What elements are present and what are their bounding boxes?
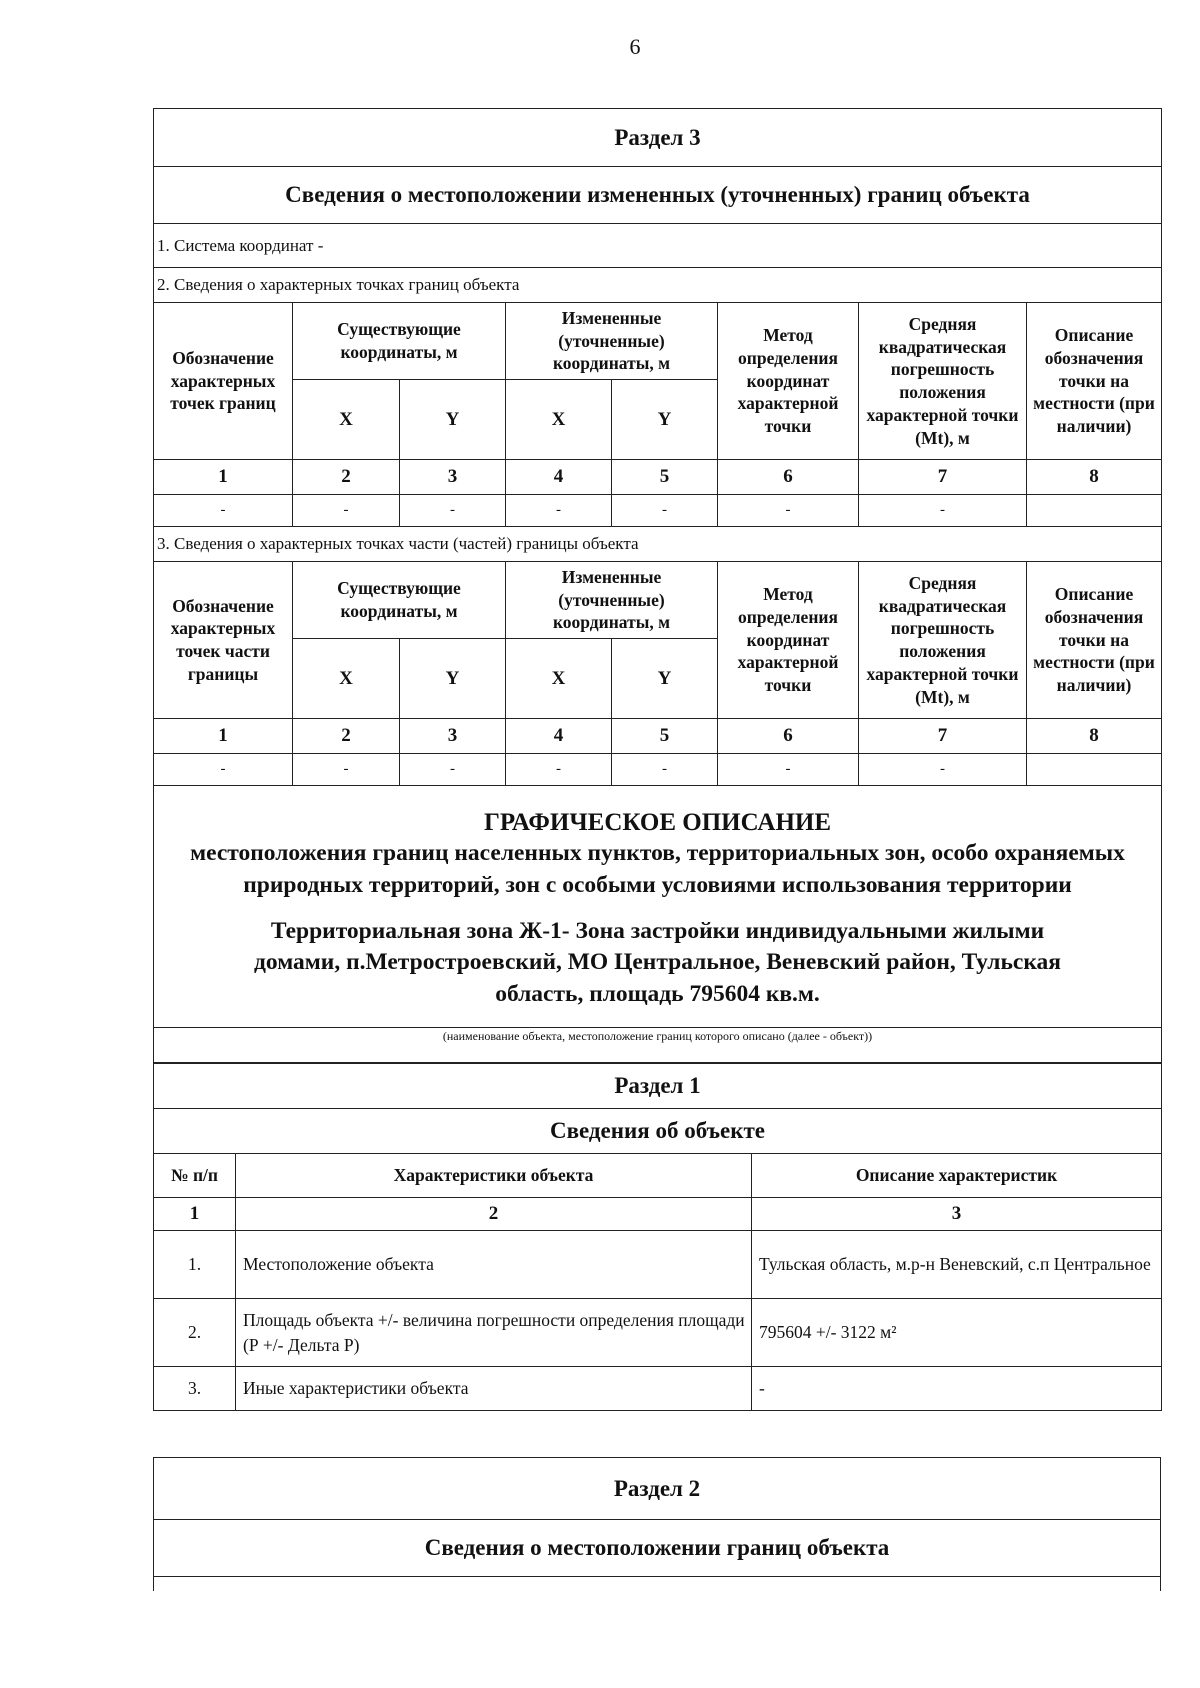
object-name [164,916,1151,1012]
object-name-line: область, площадь 795604 кв.м. [495,981,820,1008]
column-number: 1 [154,1198,236,1231]
table-cell: - [154,495,293,527]
table-cell: - [718,495,859,527]
column-number: 4 [506,460,612,495]
characteristic-value: 795604 +/- 3122 м² [752,1299,1162,1367]
header-changed-y: Y [612,639,718,719]
table-cell: - [859,754,1027,786]
table-cell: - [293,754,400,786]
table-cell: - [506,495,612,527]
column-number: 5 [612,460,718,495]
header-changed-y: Y [612,380,718,460]
column-number: 8 [1027,719,1162,754]
table-cell: - [293,495,400,527]
section3-title: Раздел 3 [154,109,1162,167]
section2-continuation [154,1577,1161,1591]
header-description: Описание обозначения точки на местности (при наличии) [1027,303,1162,460]
column-number: 3 [400,719,506,754]
table-cell [1027,495,1162,527]
characteristic-name: Площадь объекта +/- величина погрешности определения площади (Р +/- Дельта Р) [236,1299,752,1367]
header-num: № п/п [154,1154,236,1198]
header-existing-coords: Существующие координаты, м [293,303,506,380]
characteristic-name: Местоположение объекта [236,1231,752,1299]
header-changed-x: X [506,639,612,719]
table-cell: - [612,495,718,527]
table-cell: - [612,754,718,786]
header-existing-y: Y [400,639,506,719]
column-number: 7 [859,460,1027,495]
characteristic-value: - [752,1367,1162,1411]
object-caption: (наименование объекта, местоположение границ которого описано (далее - объект)) [154,1028,1162,1063]
object-name-line: Территориальная зона Ж-1- Зона застройки индивидуальными жилыми [270,917,1045,944]
boundary-points-title: 2. Сведения о характерных точках границ объекта [154,268,1162,303]
graphic-description [154,786,1162,1028]
column-number: 5 [612,719,718,754]
column-number: 8 [1027,460,1162,495]
column-number: 3 [400,460,506,495]
characteristic-value: Тульская область, м.р-н Веневский, с.п Центральное [752,1231,1162,1299]
header-designation-part: Обозначение характерных точек части границы [154,562,293,719]
column-number: 2 [293,719,400,754]
section2-title: Раздел 2 [154,1458,1161,1520]
section1-subtitle: Сведения об объекте [154,1109,1162,1154]
header-changed-x: X [506,380,612,460]
table-cell: - [154,754,293,786]
column-number: 1 [154,719,293,754]
header-characteristics: Характеристики объекта [236,1154,752,1198]
column-number: 6 [718,460,859,495]
coord-system: 1. Система координат - [154,224,1162,268]
column-number: 2 [236,1198,752,1231]
header-existing-coords: Существующие координаты, м [293,562,506,639]
header-designation: Обозначение характерных точек границ [154,303,293,460]
row-number: 3. [154,1367,236,1411]
page-number: 6 [629,34,641,59]
header-changed-coords: Измененные (уточненные) координаты, м [506,562,718,639]
header-rms: Средняя квадратическая погрешность положения характерной точки (Mt), м [859,562,1027,719]
header-existing-y: Y [400,380,506,460]
column-number: 6 [718,719,859,754]
table-cell: - [400,495,506,527]
row-number: 1. [154,1231,236,1299]
table-cell: - [400,754,506,786]
header-existing-x: X [293,380,400,460]
column-number: 1 [154,460,293,495]
section2-subtitle: Сведения о местоположении границ объекта [154,1520,1161,1577]
object-name-line: домами, п.Метростроевский, МО Центральное, Веневский район, Тульская [254,949,1061,976]
table-cell [1027,754,1162,786]
header-changed-coords: Измененные (уточненные) координаты, м [506,303,718,380]
header-method: Метод определения координат характерной точки [718,303,859,460]
header-characteristics-description: Описание характеристик [752,1154,1162,1198]
section2-table [153,1457,1161,1591]
section3-table [153,108,1162,1063]
header-method: Метод определения координат характерной точки [718,562,859,719]
header-description: Описание обозначения точки на местности (при наличии) [1027,562,1162,719]
column-number: 4 [506,719,612,754]
header-rms: Средняя квадратическая погрешность положения характерной точки (Mt), м [859,303,1027,460]
part-points-title: 3. Сведения о характерных точках части (частей) границы объекта [154,527,1162,562]
graphic-subtitle: местоположения границ населенных пунктов, территориальных зон, особо охраняемых природных территорий, зон с особыми условиями использования территории [190,839,1125,898]
table-cell: - [718,754,859,786]
row-number: 2. [154,1299,236,1367]
table-cell: - [506,754,612,786]
graphic-title: ГРАФИЧЕСКОЕ ОПИСАНИЕ [483,808,832,836]
column-number: 7 [859,719,1027,754]
section1-table [153,1063,1162,1411]
table-cell: - [859,495,1027,527]
column-number: 2 [293,460,400,495]
section3-subtitle: Сведения о местоположении измененных (уточненных) границ объекта [154,167,1162,224]
characteristic-name: Иные характеристики объекта [236,1367,752,1411]
header-existing-x: X [293,639,400,719]
column-number: 3 [752,1198,1162,1231]
section1-title: Раздел 1 [154,1064,1162,1109]
